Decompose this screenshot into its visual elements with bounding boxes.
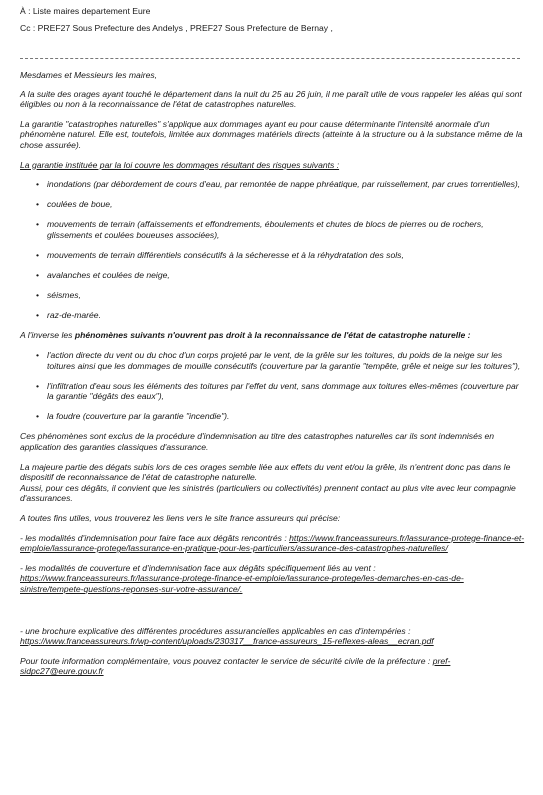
brochure-paragraph [20,626,525,647]
list-item: • mouvements de terrain différentiels consécutifs à la sécheresse et à la réhydratation des sols, [36,250,525,261]
exclusions-bold: phénomènes suivants n'ouvrent pas droit à la reconnaissance de l'état de catastrophe naturelle : [74,330,471,341]
link-indemnisation[interactable]: https://www.franceassureurs.fr/lassurance-protege-finance-et-emploie/lassurance-protege/lassurance-en-pratique-pour-les-particuliers/assurance-des-catastrophes-naturelles/ [20,532,525,554]
link1-paragraph [20,533,525,554]
list-item: • la foudre (couverture par la garantie "incendie"). [36,411,525,422]
excluded-note: Ces phénomènes sont exclus de la procédure d'indemnisation au titre des catastrophes naturelles car ils sont indemnisés en application des garanties classiques d'assurance. [20,431,495,453]
contact-label: Pour toute information complémentaire, vous pouvez contacter le service de sécurité civile de la préfecture : [20,655,433,666]
list-item: • l'infiltration d'eau sous les éléments des toitures par l'effet du vent, sans dommage aux toitures elles-mêmes (couverture par la garantie "dégâts des eaux"), [36,381,525,402]
list-item: • raz-de-marée. [36,310,525,321]
excluded-risks-list [20,350,525,422]
recipient-to-line: À : Liste maires departement Eure [20,6,151,16]
contact-email-link[interactable]: pref-sidpc27@eure.gouv.fr [20,655,451,677]
letter-body [20,70,525,677]
link1-label: - les modalités d'indemnisation pour faire face aux dégâts rencontrés : [20,532,290,543]
advice-paragraph: Aussi, pour ces dégâts, il convient que les sinistrés (particuliers ou collectivités) prennent contact au plus vite avec leur compagnie d'assurances. [20,482,516,504]
exclusions-lead: A l'inverse les [20,330,75,341]
list-item: • avalanches et coulées de neige, [36,270,525,281]
salutation: Mesdames et Messieurs les maires, [20,70,158,80]
list-item: • coulées de boue, [36,199,525,210]
link2-label: - les modalités de couverture et d'indemnisation face aux dégâts spécifiquement liés au vent : [20,562,376,573]
intro-paragraph: A la suite des orages ayant touché le département dans la nuit du 25 au 26 juin, il me paraît utile de vous rappeler les aléas qui sont éligibles ou non à la reconnaissance de l'état de catastrophes naturelles. [20,88,522,110]
list-item: • séismes, [36,290,525,301]
link-brochure[interactable]: https://www.franceassureurs.fr/wp-content/uploads/230317__france-assureurs_15-reflexes-aleas__ecran.pdf [20,636,434,647]
guarantee-paragraph: La garantie "catastrophes naturelles" s'applique aux dommages ayant eu pour cause déterminante l'intensité anormale d'un phénomène naturel. Elle est, toutefois, limitée aux dommages matériels directs (atteinte à la structure ou à la substance même de la chose assurée). [20,118,523,150]
brochure-label: - une brochure explicative des différentes procédures assurancielles applicables en cas d'intempéries : [20,625,411,636]
list-item: • l'action directe du vent ou du choc d'un corps projeté par le vent, de la grêle sur les toitures, du poids de la neige sur les toitures ainsi que les dommages de mouille consécutifs (couverture par la garantie "tempête, grêle et neige sur les toitures"), [36,350,525,371]
link2-paragraph [20,563,525,595]
majority-paragraph: La majeure partie des dégats subis lors de ces orages semble liée aux effets du vent et/ou la grêle, ils n'entrent donc pas dans le dispositif de reconnaissance de l'état de catastrophe naturelle. [20,461,511,483]
list-item: • mouvements de terrain (affaissements et effondrements, éboulements et chutes de blocs de pierres ou de rochers, glissements et coulées boueuses associées), [36,219,525,240]
contact-paragraph [20,656,525,677]
covered-risks-list [20,179,525,321]
links-intro: A toutes fins utiles, vous trouverez les liens vers le site france assureurs qui précise: [20,513,341,524]
header-divider [20,58,520,59]
list-item: • inondations (par débordement de cours d'eau, par remontée de nappe phréatique, par ruissellement, par crues torrentielles), [36,179,525,190]
recipient-cc-line: Cc : PREF27 Sous Prefecture des Andelys , PREF27 Sous Prefecture de Bernay , [20,23,333,33]
covered-risks-intro: La garantie instituée par la loi couvre les dommages résultant des risques suivants : [20,159,340,170]
link-tempete[interactable]: https://www.franceassureurs.fr/lassurance-protege-finance-et-emploie/lassurance-protege/les-demarches-en-cas-de-sinistre/tempete-questions-reponses-sur-votre-assurance/. [20,573,464,594]
spacer [20,604,525,626]
exclusions-heading [20,330,525,341]
